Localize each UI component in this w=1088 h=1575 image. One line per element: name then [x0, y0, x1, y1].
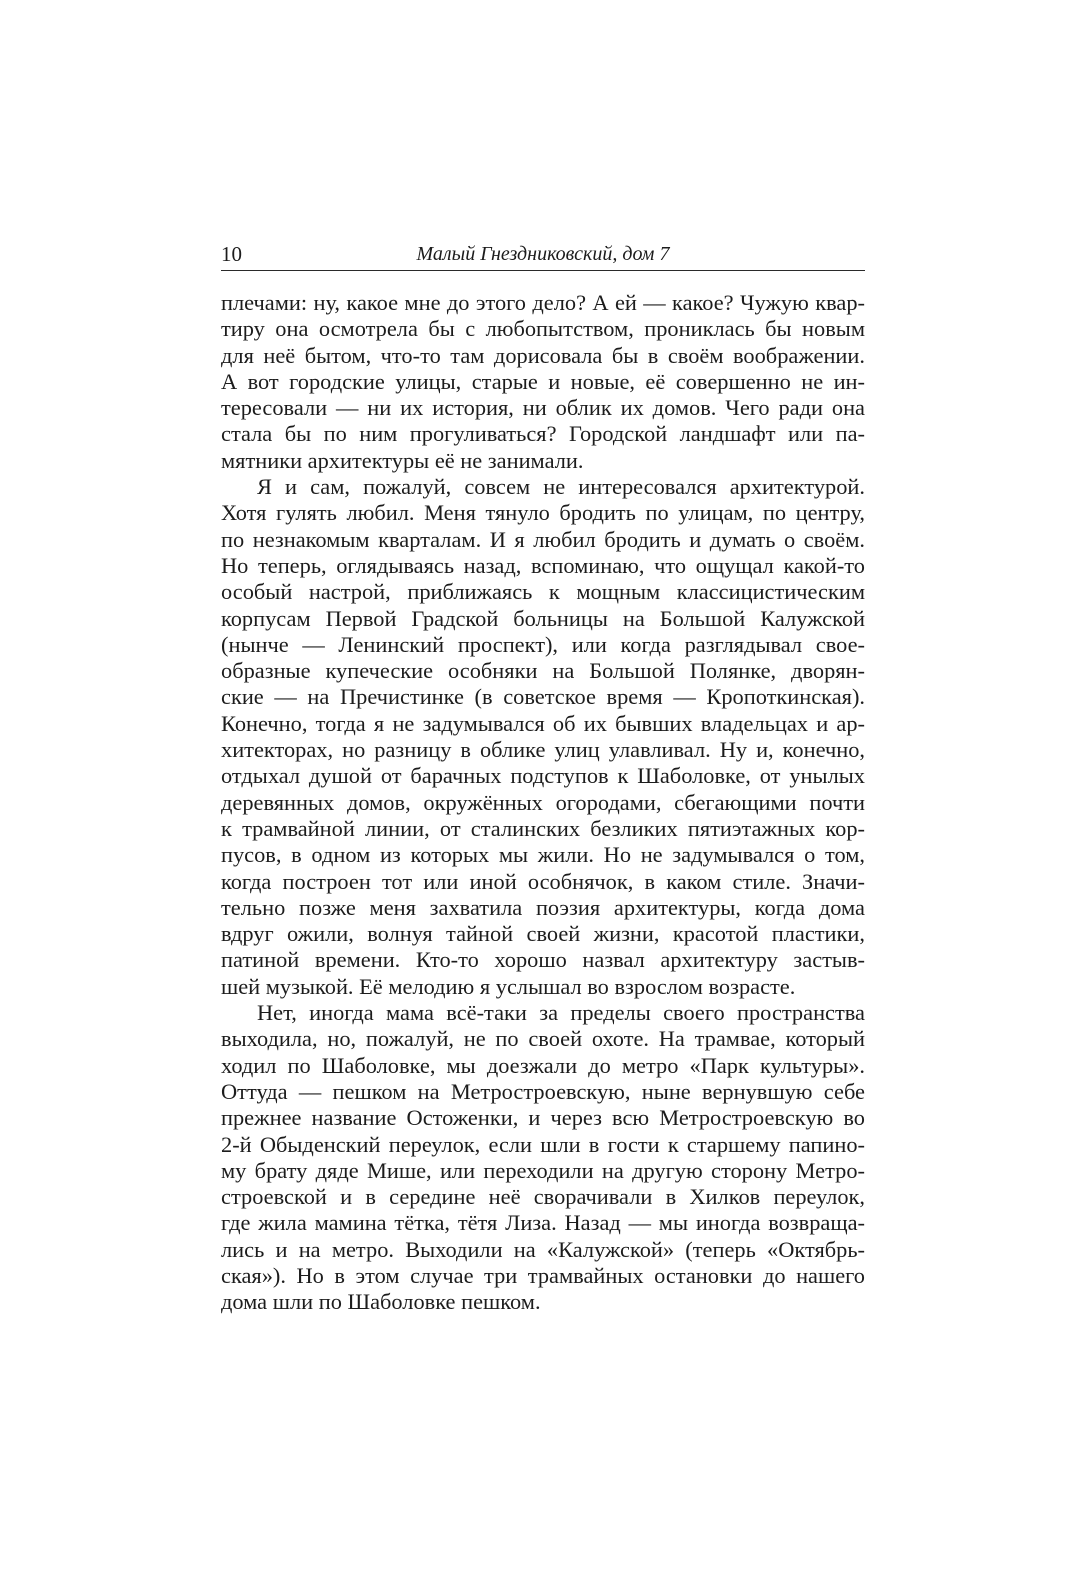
text-line: Хотя гулять любил. Меня тянуло бродить по улицам, по центру,	[221, 500, 865, 526]
text-line: Но теперь, оглядываясь назад, вспоминаю, что ощущал какой-то	[221, 552, 865, 578]
text-line: Конечно, тогда я не задумывался об их бывших владельцах и ар-	[221, 710, 865, 736]
text-line: прежнее название Остоженки, и через всю Метростроевскую во	[221, 1105, 865, 1131]
text-line: для неё бытом, что-то там дорисовала бы в своём воображении.	[221, 342, 865, 368]
page-number: 10	[221, 242, 242, 266]
text-line: к трамвайной линии, от сталинских безликих пятиэтажных кор-	[221, 815, 865, 841]
text-line: тиру она осмотрела бы с любопытством, прониклась бы новым	[221, 316, 865, 342]
text-line: А вот городские улицы, старые и новые, её совершенно не ин-	[221, 368, 865, 394]
running-title: Малый Гнездниковский, дом 7	[416, 243, 670, 265]
paragraph	[221, 290, 865, 474]
text-line: лись и на метро. Выходили на «Калужской» (теперь «Октябрь-	[221, 1236, 865, 1262]
text-line: когда построен тот или иной особнячок, в каком стиле. Значи-	[221, 868, 865, 894]
text-line: хитекторах, но разницу в облике улиц улавливал. Ну и, конечно,	[221, 737, 865, 763]
paragraph	[221, 474, 865, 1000]
text-line: вдруг ожили, волнуя тайной своей жизни, красотой пластики,	[221, 921, 865, 947]
text-line: образные купеческие особняки на Большой Полянке, дворян-	[221, 658, 865, 684]
text-line: Оттуда — пешком на Метростроевскую, ныне вернувшую себе	[221, 1078, 865, 1104]
text-line: шей музыкой. Её мелодию я услышал во взрослом возрасте.	[221, 973, 796, 999]
text-line: стала бы по ним прогуливаться? Городской ландшафт или па-	[221, 421, 865, 447]
text-line: выходила, но, пожалуй, не по своей охоте. На трамвае, который	[221, 1026, 865, 1052]
text-line: по незнакомым кварталам. И я любил бродить и думать о своём.	[221, 526, 865, 552]
text-line: корпусам Первой Градской больницы на Большой Калужской	[221, 605, 865, 631]
text-line: ская»). Но в этом случае три трамвайных остановки до нашего	[221, 1262, 865, 1288]
text-line: (нынче — Ленинский проспект), или когда разглядывал свое-	[221, 631, 865, 657]
text-line: где жила мамина тётка, тётя Лиза. Назад — мы иногда возвраща-	[221, 1210, 865, 1236]
text-line: тельно позже меня захватила поэзия архитектуры, когда дома	[221, 894, 865, 920]
text-line: му брату дяде Мише, или переходили на другую сторону Метро-	[221, 1157, 865, 1183]
text-line: 2-й Обыденский переулок, если шли в гости к старшему папино-	[221, 1131, 865, 1157]
paragraph	[221, 1000, 865, 1316]
text-line: плечами: ну, какое мне до этого дело? А ей — какое? Чужую квар-	[221, 290, 865, 315]
text-line: тересовали — ни их история, ни облик их домов. Чего ради она	[221, 395, 865, 421]
text-line: строевской и в середине неё сворачивали в Хилков переулок,	[221, 1184, 865, 1210]
body-text	[221, 290, 865, 1316]
text-line: мятники архитектуры её не занимали.	[221, 447, 584, 473]
running-header	[221, 240, 865, 271]
text-line: ходил по Шаболовке, мы доезжали до метро «Парк культуры».	[221, 1052, 865, 1078]
text-line: пусов, в одном из которых мы жили. Но не задумывался о том,	[221, 842, 865, 868]
text-line: ские — на Пречистинке (в советское время — Кропоткинская).	[221, 684, 865, 710]
text-line: Я и сам, пожалуй, совсем не интересовался архитектурой.	[257, 474, 865, 500]
text-line: Нет, иногда мама всё-таки за пределы своего пространства	[257, 1000, 865, 1026]
text-line: особый настрой, приближаясь к мощным классицистическим	[221, 579, 865, 605]
text-line: дома шли по Шаболовке пешком.	[221, 1289, 541, 1315]
text-line: патиной времени. Кто-то хорошо назвал архитектуру застыв-	[221, 947, 865, 973]
text-line: отдыхал душой от барачных подступов к Шаболовке, от унылых	[221, 763, 865, 789]
text-line: деревянных домов, окружённых огородами, сбегающими почти	[221, 789, 865, 815]
